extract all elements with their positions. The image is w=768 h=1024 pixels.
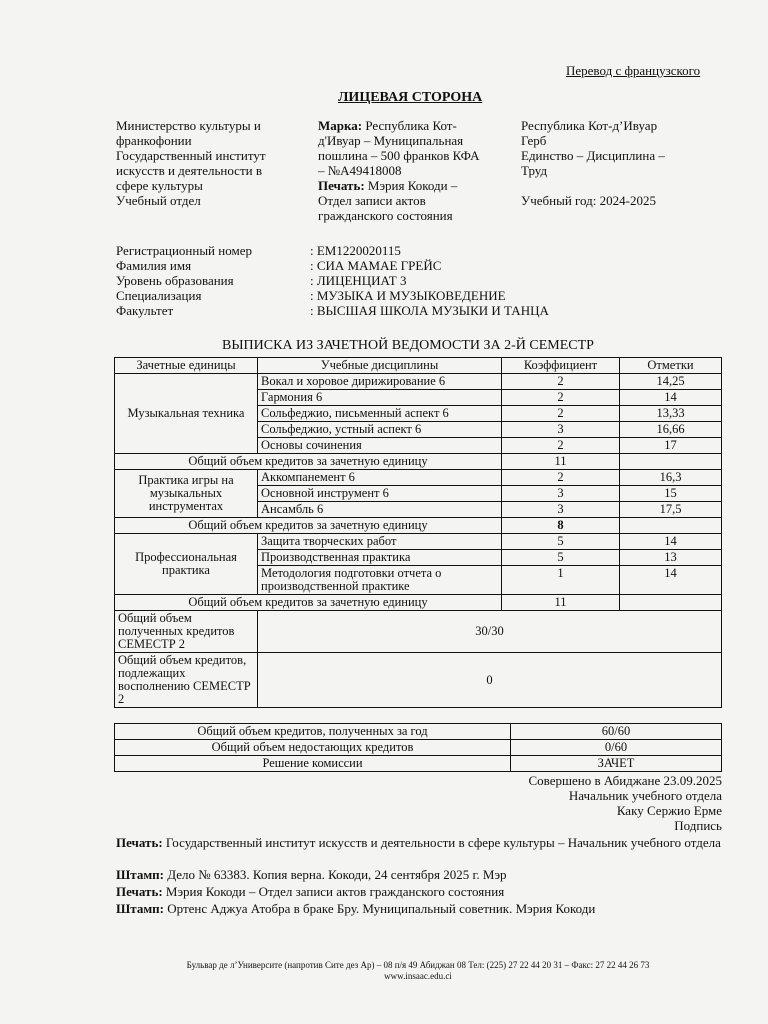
coef-cell: 1 [502,566,620,595]
footer-address: Бульвар де л’Университе (напротив Сите дез Ар) – 08 п/я 49 Абиджан 08 Тел: (225) 27 22 44 20 31 – Факс: 27 22 44 26 73 [186,960,650,970]
mark-cell: 14 [620,566,722,595]
stamp-label: Печать: [116,835,163,850]
coef-cell: 5 [502,550,620,566]
stamp-text: Мэрия Кокоди – Отдел записи актов гражданского состояния [162,884,505,899]
student-value: : МУЗЫКА И МУЗЫКОВЕДЕНИЕ [310,288,506,303]
summary-label: Общий объем недостающих кредитов [115,740,511,756]
signature-block [402,773,722,833]
stamp-line [116,884,736,899]
mark-line: д'Ивуар – Муниципальная [318,133,464,148]
summary-row [115,756,722,772]
student-value: : СИА МАМАЕ ГРЕЙС [310,258,442,273]
header-left-line: Государственный институт [116,148,266,163]
student-value: : ВЫСШАЯ ШКОЛА МУЗЫКИ И ТАНЦА [310,303,549,318]
student-label: Факультет [116,303,174,318]
table-header-row [115,358,722,374]
seal-label: Печать: [318,178,365,193]
student-value: : EM1220020115 [310,243,401,258]
student-value: : ЛИЦЕНЦИАТ 3 [310,273,407,288]
header-left-line: сфере культуры [116,178,203,193]
summary-label: Общий объем кредитов, полученных за год [115,724,511,740]
unit-total-label: Общий объем кредитов за зачетную единицу [115,595,502,611]
stamp-label: Штамп: [116,867,164,882]
unit-name: Практика игры на музыкальных инструментах [115,470,258,518]
mark-line: – №A49418008 [318,163,402,178]
empty-cell [620,518,722,534]
student-label: Регистрационный номер [116,243,252,258]
subject-cell: Вокал и хоровое дирижирование 6 [258,374,502,390]
footer-site: www.insaac.edu.ci [384,971,452,981]
mark-cell: 17,5 [620,502,722,518]
subject-cell: Методология подготовки отчета о производственной практике [258,566,502,595]
header-left [116,118,311,208]
signature-position: Начальник учебного отдела [568,788,722,803]
header-left-line: франкофонии [116,133,192,148]
seal-line: Отдел записи актов [318,193,426,208]
extract-title: ВЫПИСКА ИЗ ЗАЧЕТНОЙ ВЕДОМОСТИ ЗА 2-Й СЕМЕСТР [222,338,594,353]
stamp-label: Печать: [116,884,163,899]
mark-cell: 16,3 [620,470,722,486]
mark-label: Марка: [318,118,363,133]
mark-cell: 13 [620,550,722,566]
grades-table [114,357,722,708]
semester-retake-label: Общий объем кредитов, подлежащих восполнению СЕМЕСТР 2 [115,653,258,708]
student-row [116,258,676,273]
mark-cell: 14,25 [620,374,722,390]
semester-received-row [115,611,722,653]
unit-name: Профессиональная практика [115,534,258,595]
header-middle [318,118,518,223]
header-right-line: Единство – Дисциплина – [521,148,665,163]
subject-cell: Гармония 6 [258,390,502,406]
unit-total-row [115,454,722,470]
coef-cell: 5 [502,534,620,550]
student-label: Уровень образования [116,273,234,288]
student-row [116,243,676,258]
unit-total-row [115,518,722,534]
summary-row [115,724,722,740]
academic-year: Учебный год: 2024-2025 [521,193,656,208]
stamp-text: Дело № 63383. Копия верна. Кокоди, 24 сентября 2025 г. Мэр [164,867,507,882]
unit-total-value: 11 [502,595,620,611]
semester-received-label: Общий объем полученных кредитов СЕМЕСТР 2 [115,611,258,653]
subject-cell: Защита творческих работ [258,534,502,550]
column-header: Зачетные единицы [115,358,258,374]
unit-total-value: 11 [502,454,620,470]
coef-cell: 3 [502,422,620,438]
mark-line: пошлина – 500 франков КФА [318,148,480,163]
coef-cell: 3 [502,502,620,518]
header-left-line: искусств и деятельности в [116,163,262,178]
unit-total-label: Общий объем кредитов за зачетную единицу [115,454,502,470]
mark-text: Республика Кот- [362,118,457,133]
summary-value: 0/60 [511,740,722,756]
header-right-line: Герб [521,133,547,148]
signature-sign: Подпись [674,818,722,833]
unit-total-label: Общий объем кредитов за зачетную единицу [115,518,502,534]
stamp-label: Штамп: [116,901,164,916]
table-row [115,374,722,390]
stamp-line [116,901,736,916]
header-left-line: Учебный отдел [116,193,201,208]
signature-name: Каку Сержио Ерме [616,803,722,818]
header-right [521,118,721,208]
mark-cell: 16,66 [620,422,722,438]
semester-received-value: 30/30 [258,611,722,653]
column-header: Коэффициент [502,358,620,374]
subject-cell: Ансамбль 6 [258,502,502,518]
mark-cell: 15 [620,486,722,502]
stamp-line [116,867,736,882]
header-right-line: Труд [521,163,548,178]
coef-cell: 2 [502,406,620,422]
coef-cell: 2 [502,374,620,390]
column-header: Отметки [620,358,722,374]
column-header: Учебные дисциплины [258,358,502,374]
semester-retake-row [115,653,722,708]
header-left-line: Министерство культуры и [116,118,261,133]
coef-cell: 2 [502,438,620,454]
mark-cell: 14 [620,534,722,550]
semester-retake-value: 0 [258,653,722,708]
mark-cell: 14 [620,390,722,406]
student-label: Специализация [116,288,202,303]
summary-table [114,723,722,772]
coef-cell: 2 [502,470,620,486]
coef-cell: 2 [502,390,620,406]
mark-cell: 17 [620,438,722,454]
subject-cell: Сольфеджио, устный аспект 6 [258,422,502,438]
student-label: Фамилия имя [116,258,192,273]
empty-cell [620,595,722,611]
empty-cell [620,454,722,470]
stamp-text: Государственный институт искусств и деятельности в сфере культуры – Начальник учебного отдела [162,835,721,850]
student-row [116,288,676,303]
subject-cell: Сольфеджио, письменный аспект 6 [258,406,502,422]
subject-cell: Основной инструмент 6 [258,486,502,502]
side-title: ЛИЦЕВАЯ СТОРОНА [338,90,483,105]
unit-total-value: 8 [502,518,620,534]
subject-cell: Производственная практика [258,550,502,566]
footer [100,960,736,982]
student-info [116,243,676,318]
summary-value: ЗАЧЕТ [511,756,722,772]
unit-total-row [115,595,722,611]
subject-cell: Аккомпанемент 6 [258,470,502,486]
translation-note: Перевод с французского [566,63,701,78]
mark-cell: 13,33 [620,406,722,422]
subject-cell: Основы сочинения [258,438,502,454]
coef-cell: 3 [502,486,620,502]
student-row [116,273,676,288]
seal-line: гражданского состояния [318,208,453,223]
seal-text: Мэрия Кокоди – [364,178,458,193]
unit-name: Музыкальная техника [115,374,258,454]
table-row [115,470,722,486]
stamp-line [116,835,736,850]
summary-row [115,740,722,756]
summary-label: Решение комиссии [115,756,511,772]
student-row [116,303,676,318]
signature-place-date: Совершено в Абиджане 23.09.2025 [528,773,722,788]
stamp-text: Ортенс Аджуа Атобра в браке Бру. Муниципальный советник. Мэрия Кокоди [164,901,596,916]
summary-value: 60/60 [511,724,722,740]
table-row [115,534,722,550]
header-right-line: Республика Кот-д’Ивуар [521,118,658,133]
